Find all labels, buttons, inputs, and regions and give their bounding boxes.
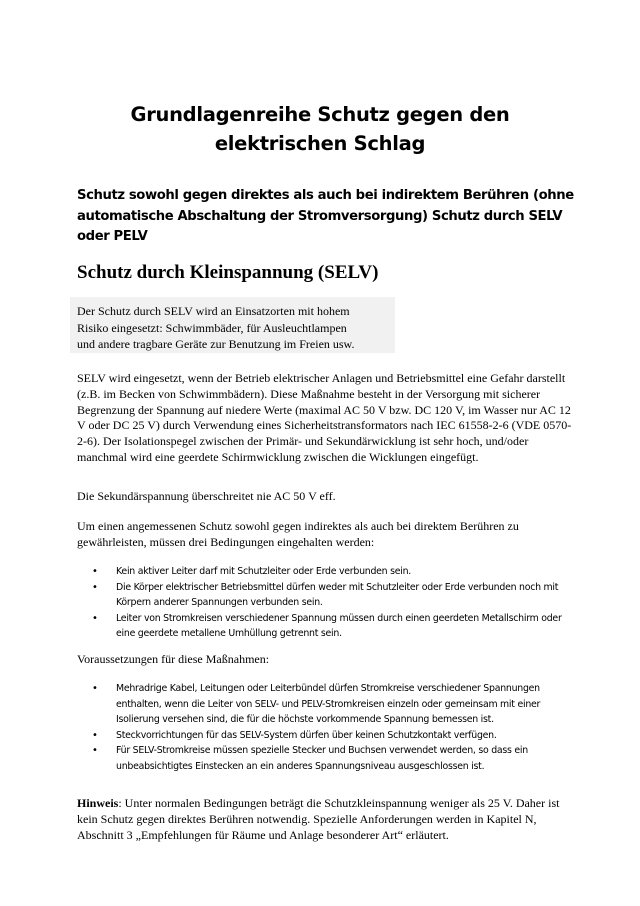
paragraph-prerequisites-intro: Voraussetzungen für diese Maßnahmen:	[77, 652, 270, 666]
callout-line: Der Schutz durch SELV wird an Einsatzorten mit hohem	[77, 304, 350, 318]
hint-label: Hinweis	[77, 796, 119, 810]
list-item: • Für SELV-Stromkreise müssen spezielle Stecker und Buchsen verwendet werden, so dass ein unbeabsichtigtes Einstecken an ein anderes Spannungsniveau ausgeschlossen ist.	[92, 745, 528, 772]
hint-paragraph	[77, 796, 577, 843]
paragraph-conditions-intro: Um einen angemessenen Schutz sowohl gegen indirektes als auch bei direktem Berühren zu gewährleisten, müssen drei Bedingungen eingehalten werden:	[77, 519, 519, 549]
callout-box	[70, 297, 395, 353]
list-item: • Leiter von Stromkreisen verschiedener Spannung müssen durch einen geerdeten Metallschirm oder eine geerdete metallene Umhüllung getrennt sein.	[92, 612, 562, 639]
paragraph-selv-usage: SELV wird eingesetzt, wenn der Betrieb elektrischer Anlagen und Betriebsmittel eine Gefahr darstellt (z.B. im Becken von Schwimmbädern). Diese Maßnahme besteht in der Versorgung mit sicherer Begrenzung der Spannung auf niedere Werte (maximal AC 50 V bzw. DC 120 V, im Wasser nur AC 12 V oder DC 25 V) durch Verwendung eines Sicherheitstransformators nach IEC 61558-2-6 (VDE 0570-2-6). Der Isolationspegel zwischen der Primär- und Sekundärwicklung ist sehr hoch, und/oder manchmal wird eine geerdete Schirmwicklung zwischen die Wicklungen eingefügt.	[77, 371, 572, 464]
list-item: • Steckvorrichtungen für das SELV-System dürfen über keinen Schutzkontakt verfügen.	[77, 728, 572, 744]
subheading: Schutz sowohl gegen direktes als auch bei indirektem Berühren (ohne automatische Abschaltung der Stromversorgung) Schutz durch SELV oder PELV	[77, 188, 574, 244]
page-title: Grundlagenreihe Schutz gegen den elektrischen Schlag	[130, 103, 510, 155]
bullet-icon: •	[92, 683, 98, 694]
bullet-icon: •	[92, 745, 98, 756]
list-item: • Mehradrige Kabel, Leitungen oder Leiterbündel dürfen Stromkreise verschiedener Spannungen enthalten, wenn die Leiter von SELV- und PELV-Stromkreisen einzeln oder gemeinsam mit einer Isolierung versehen sind, die für die höchste vorkommende Spannung bemessen ist.	[92, 683, 541, 725]
hint-text: : Unter normalen Bedingungen beträgt die Schutzkleinspannung weniger als 25 V. Daher ist kein Schutz gegen direktes Berühren notwendig. Spezielle Anforderungen werden in Kapitel N, Abschnitt 3 „Empfehlungen für Räume und Anlage besonderer Art“ erläutert.	[77, 796, 560, 842]
bullet-icon: •	[92, 729, 98, 741]
paragraph-secondary-voltage: Die Sekundärspannung überschreitet nie AC 50 V eff.	[77, 489, 336, 503]
callout-line: und andere tragbare Geräte zur Benutzung im Freien usw.	[77, 337, 355, 351]
bullet-icon: •	[92, 612, 98, 624]
prerequisites-list	[77, 681, 572, 774]
bullet-icon: •	[92, 566, 98, 577]
section-title: Schutz durch Kleinspannung (SELV)	[77, 262, 379, 283]
list-item: • Die Körper elektrischer Betriebsmittel dürfen weder mit Schutzleiter oder Erde verbunden noch mit Körpern anderer Spannungen verbunden sein.	[92, 581, 559, 608]
callout-line: Risiko eingesetzt: Schwimmbäder, für Ausleuchtlampen	[77, 320, 347, 335]
conditions-list	[77, 564, 572, 642]
list-item: • Kein aktiver Leiter darf mit Schutzleiter oder Erde verbunden sein.	[77, 564, 572, 580]
bullet-icon: •	[92, 581, 98, 593]
